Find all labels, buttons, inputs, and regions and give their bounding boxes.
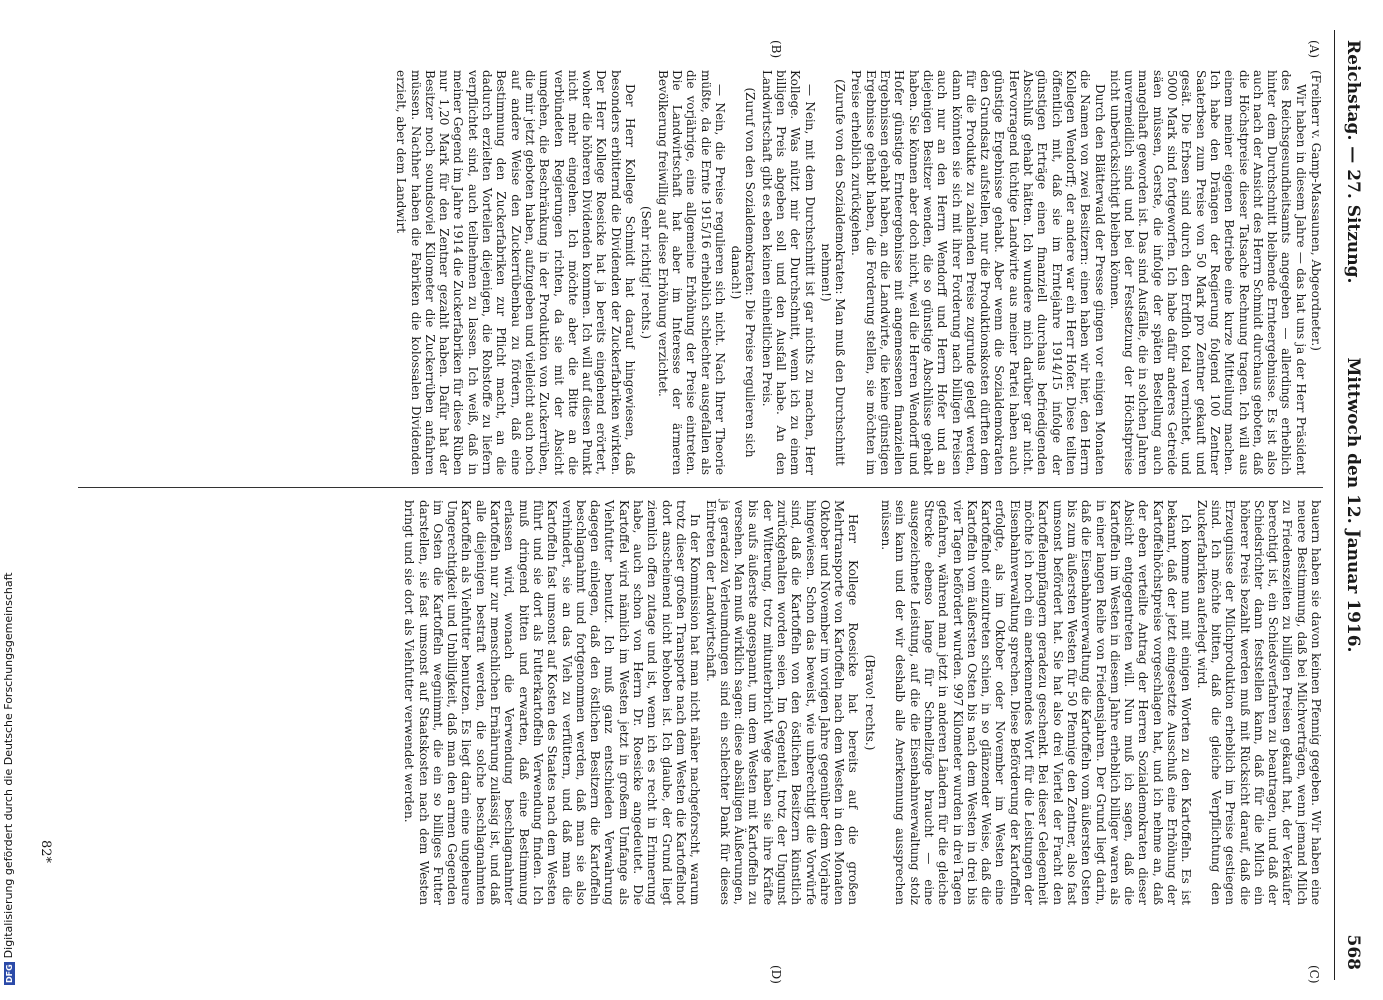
- page-number: 568: [1343, 934, 1363, 970]
- paragraph: (Freiherr v. Gamp-Massaunen, Abgeordneter.): [1309, 70, 1323, 351]
- paragraph: Wir haben in diesem Jahre — das hat uns ja der Herr Präsident des Reichsgesundheitsamts angegeben — allerdings erheblich hinter dem Durchschnitt bleibende Ernteergebnisse. Es ist also auch nach der Ansicht des Herrn Schmidt durchaus geboten, daß die Höchstpreise dieser Tatsache Rechnung tragen. Ich will aus einem meiner eigenen Betriebe eine kurze Mitteilung machen. Ich habe den Drängen der Regierung folgend 100 Zentner Saaterbsen zum Preise von 50 Mark pro Zentner gekauft und gesät. Die Erbsen sind durch den Erdfloh total vernichtet, und 5000 Mark sind fortgeworfen. Ich habe dafür anderes Getreide säen müssen, Gerste, die infolge der späten Bestellung auch mangelhaft geworden ist. Das sind Ausfälle, die in solchen Jahren unvermeidlich sind und bei der Festsetzung der Höchstpreise nicht unberücksichtigt bleiben können.: [1107, 70, 1308, 475]
- paragraph: In der Kommission hat man nicht näher nachgeforscht, warum trotz dieser großen Transporte nach dem Westen die Kartoffelnot dort anscheinend nicht behoben ist. Ich glaube, der Grund liegt ziemlich offen zutage und ist, wenn ich es recht in Erinnerung habe, auch schon von Herrn Dr. Roesicke angedeutet. Die Kartoffel wird nämlich im Westen jetzt in großem Umfange als Viehfutter benutzt. Ich muß ganz entschieden Verwahrung dagegen einlegen, daß den östlichen Besitzern die Kartoffeln beschlagnahmt und fortgenommen werden, daß man sie also verhindert, sie an das Vieh zu verfüttern, und daß man die Kartoffeln fast umsonst auf Kosten des Staates nach dem Westen führt und sie dort als Futterkartoffeln Verwendung finden. Ich muß dringend bitten und erwarten, daß eine Bestimmung erlassen wird, wonach die Verwendung beschlagnahmter Kartoffeln nur zur menschlichen Ernährung zulässig ist, und daß alle diejenigen bestraft werden, die solche beschlagnahmten Kartoffeln als Viehfutter benutzen. Es liegt darin eine ungeheure Ungerechtigkeit und Unbilligkeit, daß man den armen Gegenden im Osten die Kartoffeln wegnimmt, die ein so billiges Futter darstellen, sie fast umsonst auf Staatskosten nach dem Westen bringt und sie dort als Viehfutter verwendet werden.: [402, 500, 703, 905]
- funding-text: Digitalisierung gefördert durch die Deutsche Forschungsgemeinschaft: [2, 572, 15, 959]
- interjection: (Zurufe von den Sozialdemokraten: Man muß den Durchschnitt nehmen!): [818, 79, 848, 466]
- paragraph: — Nein, die Preise regulieren sich nicht. Nach Ihrer Theorie müßte, da die Ernte 1915/16 erheblich schlechter ausgefallen als die vorjährige, eine allgemeine Erhöhung der Preise eintreten. Die Landwirtschaft hat aber im Interesse der ärmeren Bevölkerung freiwillig auf diese Erhöhung verzichtet.: [655, 70, 727, 475]
- paragraph: Ich komme nun mit einigen Worten zu den Kartoffeln. Es ist bekannt, daß der jetzt eingesetzte Ausschuß eine Erhöhung der Kartoffelhöchstpreise vorgeschlagen hat, und ich nehme an, daß der eben verteilte Antrag der Herren Sozialdemokraten dieser Absicht entgegentreten will. Nun muß ich sagen, daß die Kartoffeln im Westen in diesem Jahre erheblich billiger waren als in einer langen Reihe von Friedensjahren. Der Grund liegt darin, daß die Eisenbahnverwaltung die Kartoffeln vom äußersten Osten bis zum äußersten Westen für 50 Pfennige den Zentner, also fast umsonst befördert hat. Sie hat also drei Viertel der Fracht den Kartoffelempfängern geradezu geschenkt. Bei dieser Gelegenheit möchte ich noch ein anerkennendes Wort für die Leistungen der Eisenbahnverwaltung sprechen. Diese Beförderung der Kartoffeln erfolgte, als im Oktober oder November im Westen eine Kartoffelnot einzutreten schien, in so glänzender Weise, daß die Kartoffeln vom äußersten Osten bis nach dem Westen in drei bis vier Tagen befördert wurden. 997 Kilometer wurden in drei Tagen gefahren, während man jetzt in anderen Ländern für die gleiche Strecke ebenso lange für Schnellzüge braucht — eine ausgezeichnete Leistung, auf die die Eisenbahnverwaltung stolz sein kann und der wir deshalb alle Anerkennung aussprechen müssen.: [879, 500, 1194, 905]
- paragraph: Der Herr Kollege Schmidt hat darauf hingewiesen, daß besonders erbitternd die Dividenden der Zuckerfabriken wirkten. Der Herr Kollege Roesicke hat ja bereits eingehend erörtert, woher die höheren Dividenden kommen. Ich will auf diesen Punkt nicht mehr eingehen. Ich möchte aber die Bitte an die verbündeten Regierungen richten, da sie mit der Absicht umgehen, die Beschränkung in der Produktion von Zuckerrüben, die mir jetzt geboten haben, aufzugeben und vielleicht auch noch auf andere Weise den Zuckerrübenbau zu fördern, daß eine Bestimmung den Zuckerfabriken zur Pflicht macht, an die dadurch erzielten Vorteilen diejenigen, die Rohstoffe zu liefern verpflichtet sind, auch teilnehmen zu lassen. Ich weiß, daß in meiner Gegend im Jahre 1914 die Zuckerfabriken für diese Rüben nur 1,20 Mark für den Zentner gezahlt haben. Dafür hat der Besitzer noch soundsoviel Kilometer die Zuckerrüben anfahren müssen. Nachher haben die Fabriken die kolossalen Dividenden erzielt, aber dem Landwirt: [394, 70, 638, 475]
- header-date: Mittwoch den 12. Januar 1916.: [1343, 357, 1363, 653]
- right-column: [401, 500, 1323, 905]
- dfg-logo: DFG: [5, 964, 14, 983]
- paragraph: Herr Kollege Roesicke hat bereits auf die großen Mehrtransporte von Kartoffeln nach dem Westen in den Monaten Oktober und November im vorigen Jahre gegenüber dem Vorjahre hingewiesen. Schon das beweist, wie unberechtigt die Vorwürfe sind, daß die Kartoffeln von den östlichen Besitzern künstlich zurückgehalten worden seien. Im Gegenteil, trotz der Ungunst der Witterung, trotz mitunterbricht Wege haben sie ihre Kräfte bis aufs äußerste angespannt, um dem Westen mit Kartoffeln zu versehen. Man muß wirklich sagen: diese absälligen Äußerungen, ja geradezu Verleumdungen sind ein schlechter Dank für dieses Eintreten der Landwirtschaft.: [703, 500, 861, 905]
- header-left: Reichstag. — 27. Sitzung.: [1343, 40, 1363, 284]
- margin-mark-c: (C): [1307, 965, 1321, 984]
- interjection: (Sehr richtig! rechts.): [639, 205, 654, 340]
- paragraph: Durch den Blätterwald der Presse gingen vor einigen Monaten die Namen von zwei Besitzern: einen haben wir hier, den Herrn Kollegen Wendorff; der andere war ein Herr Hofer. Diese teilten öffentlich mit, daß sie im Erntejahre 1914/15 infolge der günstigen Erträge einen finanziell durchaus befriedigenden Abschluß gehabt hätten. Ich wundere mich darüber gar nicht. Hervorragend tüchtige Landwirte aus meiner Partei haben auch günstige Ergebnisse gehabt. Aber wenn die Sozialdemokraten den Grundsatz aufstellen, nur die Produktionskosten dürften dem für die Produkte zu zahlenden Preise zugrunde gelegt werden, dann könnten sie sich mit ihrer Forderung nach billigen Preisen auch nur an den Herrn Wendorff und Herrn Hofer und an diejenigen Besitzer wenden, die so günstige Abschlüsse gehabt haben. Sie können aber doch nicht, weil die Herren Wendorff und Hofer günstige Ernteergebnisse mit angemessenen finanziellen Ergebnissen gehabt haben, an die Landwirte, die keine günstigen Ergebnisse gehabt haben, die Forderung stellen, sie möchten im Preise erheblich zurückgehen.: [849, 70, 1107, 475]
- page-header: [1337, 40, 1363, 970]
- margin-mark-a: (A): [1307, 40, 1321, 59]
- left-column: [393, 70, 1323, 475]
- header-rule: [1334, 30, 1335, 980]
- signature-mark: 82*: [38, 840, 53, 864]
- paragraph: — Nein, mit dem Durchschnitt ist gar nichts zu machen, Herr Kollege. Was nützt mir der Durchschnitt, wenn ich zu einem billigen Preis abgeben soll und den Ausfall habe. An den Landwirtschaft gibt es eben keinen einheitlichen Preis.: [759, 70, 817, 475]
- paragraph: bauern haben sie davon keinen Pfennig gegeben. Wir haben eine neuere Bestimmung, daß bei Milchverträgen, wenn jemand Milch zu Friedenszeiten zu billigen Preisen gekauft hat, der Verkäufer berechtigt ist, ein Schiedsverfahren zu beantragen, und daß der Schiedsrichter dann feststellen kann, daß für die Milch ein höherer Preis bezahlt werden muß mit Rücksicht darauf, daß die Erzeugnisse der Milchproduktion erheblich im Preise gestiegen sind. Ich möchte bitten, daß die gleiche Verpflichtung den Zuckerfabriken auferlegt wird.: [1194, 500, 1323, 905]
- interjection: (Zuruf von den Sozialdemokraten: Die Preise regulieren sich danach!): [729, 87, 758, 458]
- interjection: (Bravo! rechts.): [862, 654, 877, 751]
- margin-mark-b: (B): [769, 40, 783, 59]
- margin-mark-d: (D): [769, 965, 783, 984]
- digitization-sidebar: [0, 0, 16, 1000]
- funding-notice: [2, 572, 15, 985]
- column-divider: [78, 487, 1323, 488]
